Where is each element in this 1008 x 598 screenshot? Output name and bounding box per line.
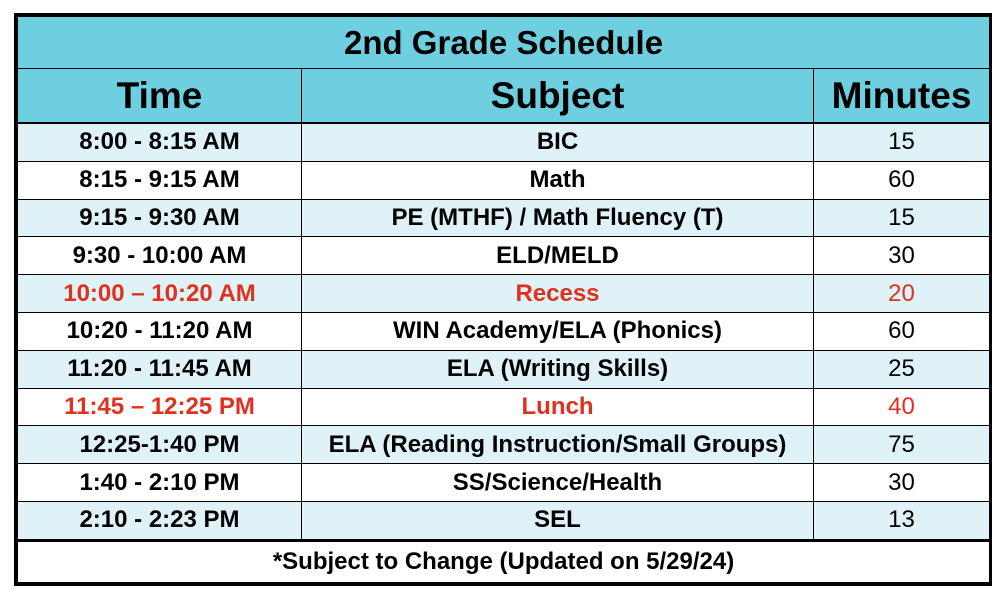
footer-note: *Subject to Change (Updated on 5/29/24) [18, 540, 990, 582]
table-row [18, 123, 990, 161]
schedule-rows [18, 123, 990, 540]
subject-cell: WIN Academy/ELA (Phonics) [302, 312, 814, 350]
minutes-cell: 30 [814, 237, 990, 275]
minutes-cell: 40 [814, 388, 990, 426]
minutes-cell: 20 [814, 275, 990, 313]
time-cell: 9:30 - 10:00 AM [18, 237, 302, 275]
subject-cell: SS/Science/Health [302, 464, 814, 502]
minutes-cell: 25 [814, 350, 990, 388]
table-row [18, 275, 990, 313]
schedule-title: 2nd Grade Schedule [18, 17, 990, 69]
time-cell: 10:00 – 10:20 AM [18, 275, 302, 313]
time-cell: 9:15 - 9:30 AM [18, 199, 302, 237]
table-row [18, 464, 990, 502]
subject-cell: ELD/MELD [302, 237, 814, 275]
minutes-cell: 75 [814, 426, 990, 464]
minutes-cell: 60 [814, 312, 990, 350]
column-header-subject: Subject [302, 69, 814, 124]
table-row [18, 312, 990, 350]
time-cell: 8:00 - 8:15 AM [18, 123, 302, 161]
time-cell: 12:25-1:40 PM [18, 426, 302, 464]
column-header-minutes: Minutes [814, 69, 990, 124]
time-cell: 11:45 – 12:25 PM [18, 388, 302, 426]
table-row [18, 426, 990, 464]
time-cell: 1:40 - 2:10 PM [18, 464, 302, 502]
time-cell: 10:20 - 11:20 AM [18, 312, 302, 350]
minutes-cell: 15 [814, 123, 990, 161]
time-cell: 8:15 - 9:15 AM [18, 161, 302, 199]
minutes-cell: 15 [814, 199, 990, 237]
schedule-table-frame [14, 13, 992, 586]
table-row [18, 350, 990, 388]
minutes-cell: 13 [814, 501, 990, 540]
subject-cell: ELA (Reading Instruction/Small Groups) [302, 426, 814, 464]
subject-cell: SEL [302, 501, 814, 540]
schedule-table [17, 16, 990, 583]
table-row [18, 199, 990, 237]
subject-cell: Recess [302, 275, 814, 313]
time-cell: 11:20 - 11:45 AM [18, 350, 302, 388]
subject-cell: PE (MTHF) / Math Fluency (T) [302, 199, 814, 237]
table-row [18, 501, 990, 540]
time-cell: 2:10 - 2:23 PM [18, 501, 302, 540]
minutes-cell: 30 [814, 464, 990, 502]
table-row [18, 388, 990, 426]
table-row [18, 161, 990, 199]
table-row [18, 237, 990, 275]
subject-cell: BIC [302, 123, 814, 161]
subject-cell: ELA (Writing Skills) [302, 350, 814, 388]
subject-cell: Math [302, 161, 814, 199]
subject-cell: Lunch [302, 388, 814, 426]
minutes-cell: 60 [814, 161, 990, 199]
column-header-time: Time [18, 69, 302, 124]
